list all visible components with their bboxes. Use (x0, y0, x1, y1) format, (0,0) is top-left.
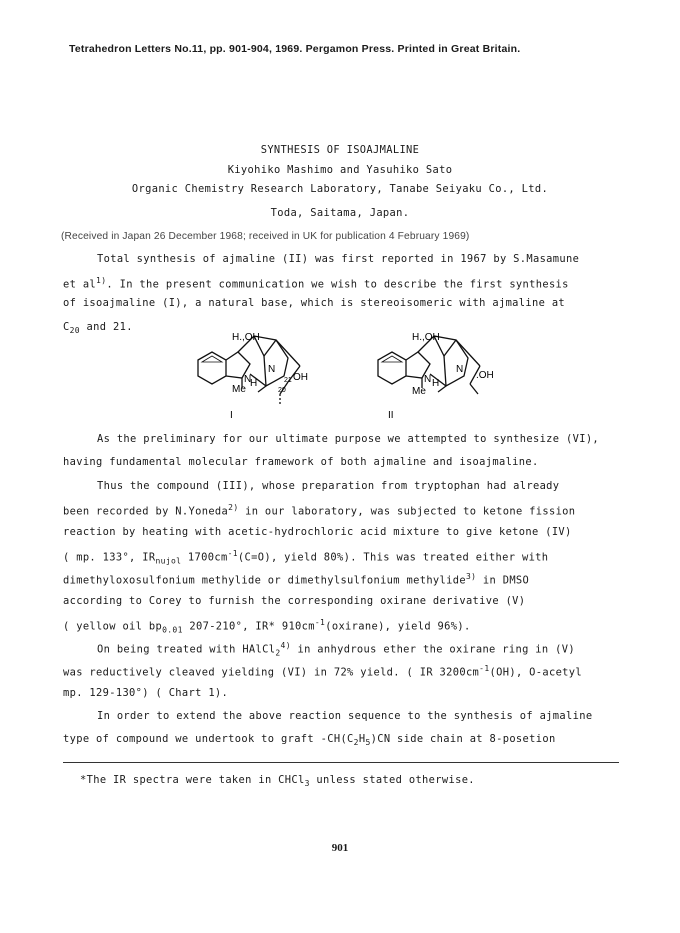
s1-n1: N (244, 374, 252, 385)
s2-label: II (388, 410, 394, 421)
para3-line3: reaction by heating with acetic-hydrochloric acid mixture to give ketone (IV) (63, 526, 572, 538)
paper-title: SYNTHESIS OF ISOAJMALINE (260, 144, 420, 156)
location: Toda, Saitama, Japan. (270, 207, 410, 219)
affiliation: Organic Chemistry Research Laboratory, Tanabe Seiyaku Co., Ltd. (131, 183, 549, 195)
s2-oh-right: .OH (476, 370, 494, 381)
footnote: *The IR spectra were taken in CHCl$_3$ unless stated otherwise. (80, 774, 475, 789)
s1-oh-right: OH (293, 372, 308, 383)
received-date: (Received in Japan 26 December 1968; received in UK for publication 4 February 1969) (61, 231, 470, 242)
journal-header: Tetrahedron Letters No.11, pp. 901-904, 1969. Pergamon Press. Printed in Great Britain. (69, 43, 521, 55)
para3-line1: Thus the compound (III), whose preparation from tryptophan had already (97, 480, 560, 492)
para3-line4: ( mp. 133°, $IR_{nujol}$ $1700cm^{-1}(C=O)$, yield 80%). This was treated either with (63, 549, 549, 566)
para5-line2: type of compound we undertook to graft $-CH(C_2H_5)CN$ side chain at 8-posetion (63, 733, 556, 748)
footnote-divider (63, 762, 619, 763)
para4-line2: was reductively cleaved yielding (VI) in 72% yield. ( IR $3200cm^{-1}(OH)$, O-acetyl (63, 664, 582, 679)
s1-n2: N (268, 364, 276, 375)
s1-label: I (230, 410, 233, 421)
para1-line1: Total synthesis of ajmaline (II) was first reported in 1967 by S.Masamune (97, 253, 580, 265)
s1-oh-top: H.,OH (232, 332, 260, 343)
para5-line1: In order to extend the above reaction sequence to the synthesis of ajmaline (97, 710, 593, 722)
s1-me: Me (232, 384, 246, 395)
page-number: 901 (331, 842, 349, 854)
para1-line3: of isoajmaline (I), a natural base, which is stereoisomeric with ajmaline at (63, 297, 566, 309)
s1-c21: 21 (284, 377, 292, 384)
benzene-ring (378, 352, 406, 384)
structure-isoajmaline (180, 326, 330, 421)
para2-line2: having fundamental molecular framework of both ajmaline and isoajmaline. (63, 456, 539, 468)
s2-oh-top: H.,OH (412, 332, 440, 343)
s2-n2: N (456, 364, 464, 375)
para1-line4: $C_{20}$ and 21. (63, 321, 133, 336)
s1-c20: 20 (278, 387, 286, 394)
para4-line1: On being treated with HAlCl$_2^{4)}$ in anhydrous ether the oxirane ring in (V) (97, 641, 575, 658)
s2-me: Me (412, 386, 426, 397)
benzene-ring (198, 352, 226, 384)
authors: Kiyohiko Mashimo and Yasuhiko Sato (227, 164, 453, 176)
para4-line3: mp. 129-130°) ( Chart 1). (63, 687, 229, 699)
s2-h: H (432, 378, 440, 389)
structure-ajmaline (360, 326, 510, 421)
para3-line2: been recorded by N.Yoneda$^{2)}$ in our laboratory, was subjected to ketone fission (63, 503, 576, 518)
para3-line5: dimethyloxosulfonium methylide or dimethylsulfonium methylide$^{3)}$ in DMSO (63, 572, 530, 587)
para3-line7: ( yellow oil $bp_{0.01}$ 207-210°, IR* $910cm^{-1}(oxirane)$, yield 96%). (63, 618, 471, 635)
para2-line1: As the preliminary for our ultimate purpose we attempted to synthesize (VI), (97, 433, 600, 445)
s1-h: H (250, 378, 258, 389)
para1-line2: et $al^{1)}$. In the present communication we wish to describe the first synthesis (63, 276, 569, 291)
s2-n1: N (424, 374, 432, 385)
para3-line6: according to Corey to furnish the corresponding oxirane derivative (V) (63, 595, 526, 607)
